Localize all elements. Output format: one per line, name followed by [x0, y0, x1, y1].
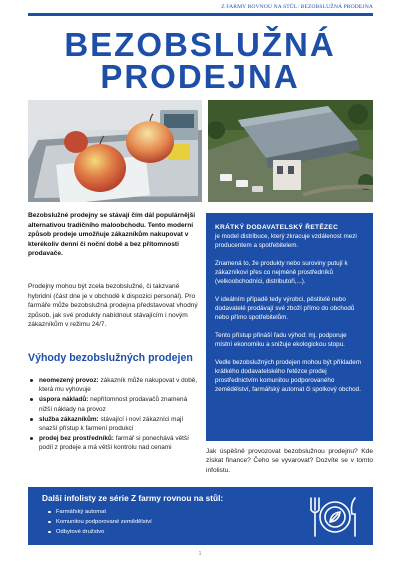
infobox-text: Vedle bezobslužných prodejen mohou být příkladem krátkého dodavatelského řetězce prodej prostřednictvím komunitou podporovaného zemědělství, farmářský automat či spolkový obchod.	[215, 359, 361, 393]
page-title-line1: BEZOBSLUŽNÁ	[64, 26, 336, 63]
header-rule	[28, 13, 373, 16]
plate-fork-knife-leaf-icon	[305, 492, 361, 540]
list-item: prodej bez prostředníků: farmář si ponechává větší podíl z prodeje a má větší kontrolu nad cenami	[30, 434, 200, 453]
list-item[interactable]: Odbytové družstvo	[48, 527, 152, 537]
footer-heading: Další infolisty ze série Z farmy rovnou na stůl:	[42, 493, 224, 503]
footer-banner	[28, 487, 373, 545]
benefits-heading: Výhody bezobslužných prodejen	[28, 352, 193, 364]
bullet-icon	[48, 531, 51, 534]
benefits-list	[30, 376, 200, 453]
infobox-text: Znamená to, že produkty nebo suroviny putují k zákazníkovi přes co nejméně prostředníků (velkoobchodníci, distributoři,...).	[215, 260, 348, 285]
list-item: služba zákazníkům: stávající i noví zákazníci mají snazší přístup k farmení produkci	[30, 415, 200, 434]
list-item[interactable]: Komunitou podporované zemědělství	[48, 517, 152, 527]
list-item: úspora nákladů: nepřítomnost prodavačů znamená nižší náklady na provoz	[30, 395, 200, 414]
infobox-text: Tento přístup přináší řadu výhod: mj. podporuje místní ekonomiku a snižuje ekologickou stopu.	[215, 332, 347, 348]
question-paragraph: Jak úspěšně provozovat bezobslužnou prodejnu? Kde získat finance? Čeho se vyvarovat? Dozvíte se v tomto infolistu.	[206, 448, 373, 474]
bullet-icon	[48, 521, 51, 524]
short-supply-chain-box	[206, 213, 373, 441]
bullet-icon	[30, 437, 33, 440]
intro-paragraph: Bezobslužné prodejny se stávají čím dál populárnější alternativou tradičního maloobchodu. Tento moderní způsob prodeje umožňuje zákazníkům nakupovat v kterékoliv denní či noční době a bez přítomnosti prodavače.	[28, 212, 196, 258]
list-item: neomezený provoz: zákazník může nakupovat v době, která mu vyhovuje	[30, 376, 200, 395]
infobox-text: je model distribuce, který zkracuje vzdálenost mezi producentem a spotřebitelem.	[215, 233, 357, 249]
body-paragraph: Prodejny mohou být zcela bezobslužné, či takzvaně hybridní (část dne je v obchodě k dispozici personál). Pro farmáře může bezobslužná prodejna představovat vhodný způsob, jak své produkty nabídnout stávajícím i novým zákazníkům v režimu 24/7.	[28, 283, 198, 329]
series-header: Z FARMY ROVNOU NA STŮL: BEZOBSLUŽNÁ PRODEJNA	[221, 4, 373, 10]
footer-list	[48, 507, 152, 537]
page-number: 1	[198, 551, 202, 557]
list-item[interactable]: Farmářský automat	[48, 507, 152, 517]
photo-apples-on-scale	[28, 100, 202, 202]
bullet-icon	[30, 418, 33, 421]
bullet-icon	[30, 398, 33, 401]
page-title-line2: PRODEJNA	[100, 58, 300, 95]
infobox-heading: KRÁTKÝ DODAVATELSKÝ ŘETĚZEC	[215, 224, 339, 231]
bullet-icon	[48, 511, 51, 514]
bullet-icon	[30, 379, 33, 382]
infobox-text: V ideálním případě tedy výrobci, pěstitelé nebo dodavatelé prodávají své zboží přímo do obchodů nebo přímo spotřebitelům.	[215, 296, 355, 321]
photo-aerial-farm-building	[208, 100, 373, 202]
